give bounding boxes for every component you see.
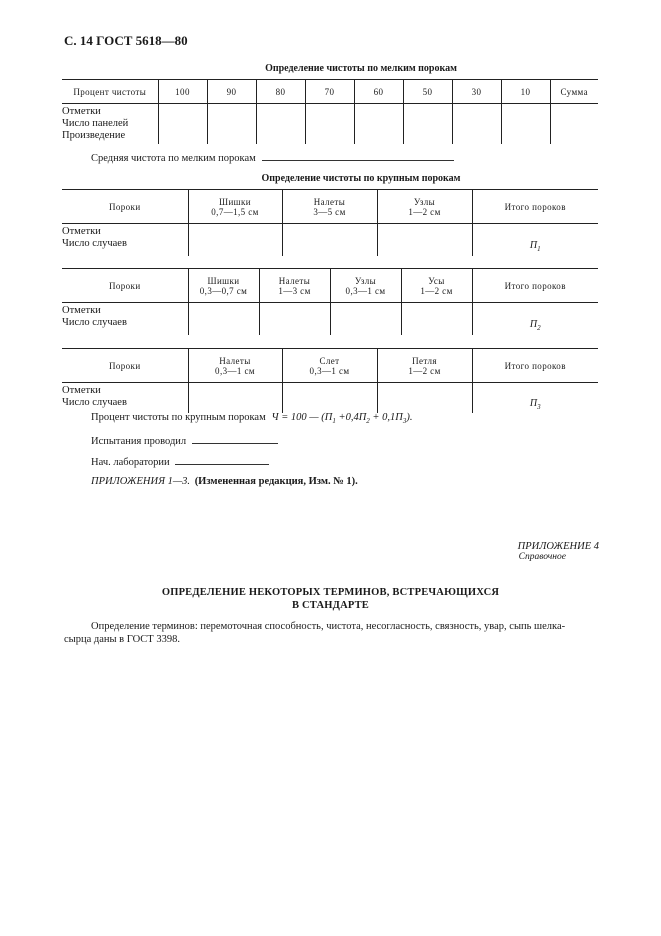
signature-line (175, 454, 269, 465)
result-symbol: $П_3$ (529, 398, 541, 412)
row-label: Отметки (62, 226, 101, 237)
formula-label: Процент чистоты по крупным порокам (91, 412, 266, 423)
fine-col: 10 (501, 80, 550, 104)
defect-name: Слет (319, 355, 340, 366)
table-cell (354, 104, 403, 144)
lab-head-label: Нач. лаборатории (91, 457, 170, 468)
table-cell (452, 104, 501, 144)
table-cell (305, 104, 354, 144)
row-label: Число случаев (62, 238, 127, 249)
table-cell (550, 104, 598, 144)
total-header: Итого пороков (472, 349, 598, 383)
title-line: В СТАНДАРТЕ (292, 600, 369, 611)
fine-col: 60 (354, 80, 403, 104)
defect-range: 0,3—1 см (215, 365, 255, 376)
appendix-kind: Справочное (518, 552, 566, 562)
lab-head-line (91, 454, 269, 468)
tested-by-label: Испытания проводил (91, 436, 187, 447)
formula-line (91, 412, 412, 425)
defect-col (377, 190, 472, 224)
coarse-table-3 (62, 348, 598, 413)
page-header: С. 14 ГОСТ 5618—80 (64, 33, 188, 48)
row-label: Число панелей (62, 118, 129, 129)
defect-range: 3—5 см (313, 206, 346, 217)
signature-line (192, 433, 278, 444)
fine-col: 70 (305, 80, 354, 104)
result-symbol: $П_2$ (529, 319, 541, 333)
defect-name: Налеты (219, 355, 251, 366)
table-cell (282, 224, 377, 256)
defect-range: 0,7—1,5 см (211, 206, 259, 217)
amendment-text: (Измененная редакция, Изм. № 1). (194, 476, 358, 487)
fine-col: 90 (207, 80, 256, 104)
appendix-number: ПРИЛОЖЕНИЕ 4 (517, 541, 599, 552)
defect-range: 1—2 см (408, 206, 441, 217)
table-cell (207, 104, 256, 144)
coarse-table-1 (62, 189, 598, 256)
defect-col (188, 349, 282, 383)
defect-name: Шишки (218, 196, 251, 207)
defect-range: 1—2 см (420, 285, 453, 296)
table-cell (158, 104, 207, 144)
fine-header-label: Процент чистоты (62, 80, 158, 104)
defects-header: Пороки (62, 269, 188, 303)
defects-header: Пороки (62, 190, 188, 224)
defect-name: Петля (412, 355, 437, 366)
table-cell (188, 383, 282, 413)
body-line: сырца даны в ГОСТ 3398. (64, 634, 180, 645)
defect-name: Усы (428, 275, 445, 286)
table-cell (330, 303, 401, 335)
appendix-body (64, 620, 604, 646)
row-label: Число случаев (62, 317, 127, 328)
result-symbol: $П_1$ (529, 240, 541, 254)
fine-col: 30 (452, 80, 501, 104)
defect-name: Шишки (207, 275, 240, 286)
defect-range: 0,3—1 см (309, 365, 350, 376)
defect-name: Налеты (278, 275, 311, 286)
result-cell (472, 303, 598, 335)
defect-name: Узлы (413, 196, 436, 207)
defect-col (282, 349, 377, 383)
row-labels (62, 383, 188, 413)
defect-range: 0,3—1 см (345, 285, 386, 296)
coarse-table-2 (62, 268, 598, 335)
result-cell (472, 224, 598, 256)
table-cell (501, 104, 550, 144)
fine-col: 100 (158, 80, 207, 104)
fine-row-labels (62, 104, 158, 144)
fine-table (62, 79, 598, 144)
row-label: Произведение (62, 130, 126, 141)
table-cell (377, 224, 472, 256)
table-cell (188, 224, 282, 256)
defect-col (377, 349, 472, 383)
defect-col (259, 269, 330, 303)
fine-average-label: Средняя чистота по мелким порокам (91, 153, 256, 164)
total-header: Итого пороков (472, 190, 598, 224)
table-cell (377, 383, 472, 413)
table-cell (188, 303, 259, 335)
fine-col: 50 (403, 80, 452, 104)
defect-col (282, 190, 377, 224)
title-line: ОПРЕДЕЛЕНИЕ НЕКОТОРЫХ ТЕРМИНОВ, ВСТРЕЧАЮЩИХСЯ (161, 587, 500, 598)
defect-range: 1—2 см (408, 365, 441, 376)
body-line: Определение терминов: перемоточная способность, чистота, несогласность, связность, увар, сыпь шелка- (91, 621, 566, 632)
fill-line (262, 150, 454, 161)
coarse-caption: Определение чистоты по крупным порокам (261, 173, 461, 184)
total-header: Итого пороков (472, 269, 598, 303)
row-label: Отметки (62, 106, 101, 117)
row-label: Отметки (62, 385, 101, 396)
row-labels (62, 303, 188, 335)
row-label: Число случаев (62, 397, 127, 408)
amendment-ref: ПРИЛОЖЕНИЯ 1—3. (91, 476, 191, 487)
table-cell (256, 104, 305, 144)
tested-by-line (91, 433, 278, 447)
amendment-note (91, 476, 358, 487)
defects-header: Пороки (62, 349, 188, 383)
table-cell (259, 303, 330, 335)
fine-average (91, 150, 454, 164)
defect-range: 1—3 см (278, 285, 311, 296)
table-cell (403, 104, 452, 144)
table-cell (401, 303, 472, 335)
appendix-label (518, 541, 599, 562)
formula: Ч = 100 — $(П_1 +0,4П_2 + 0,1П_3)$. (271, 412, 413, 426)
defect-col (188, 190, 282, 224)
table-cell (282, 383, 377, 413)
result-cell (472, 383, 598, 413)
defect-range: 0,3—0,7 см (199, 285, 248, 296)
defect-col (330, 269, 401, 303)
row-labels (62, 224, 188, 256)
fine-caption: Определение чистоты по мелким порокам (265, 63, 457, 74)
defect-col (188, 269, 259, 303)
fine-col: 80 (256, 80, 305, 104)
defect-col (401, 269, 472, 303)
fine-col: Сумма (550, 80, 598, 104)
defect-name: Налеты (313, 196, 346, 207)
row-label: Отметки (62, 305, 101, 316)
appendix-title (0, 586, 661, 612)
defect-name: Узлы (354, 275, 377, 286)
